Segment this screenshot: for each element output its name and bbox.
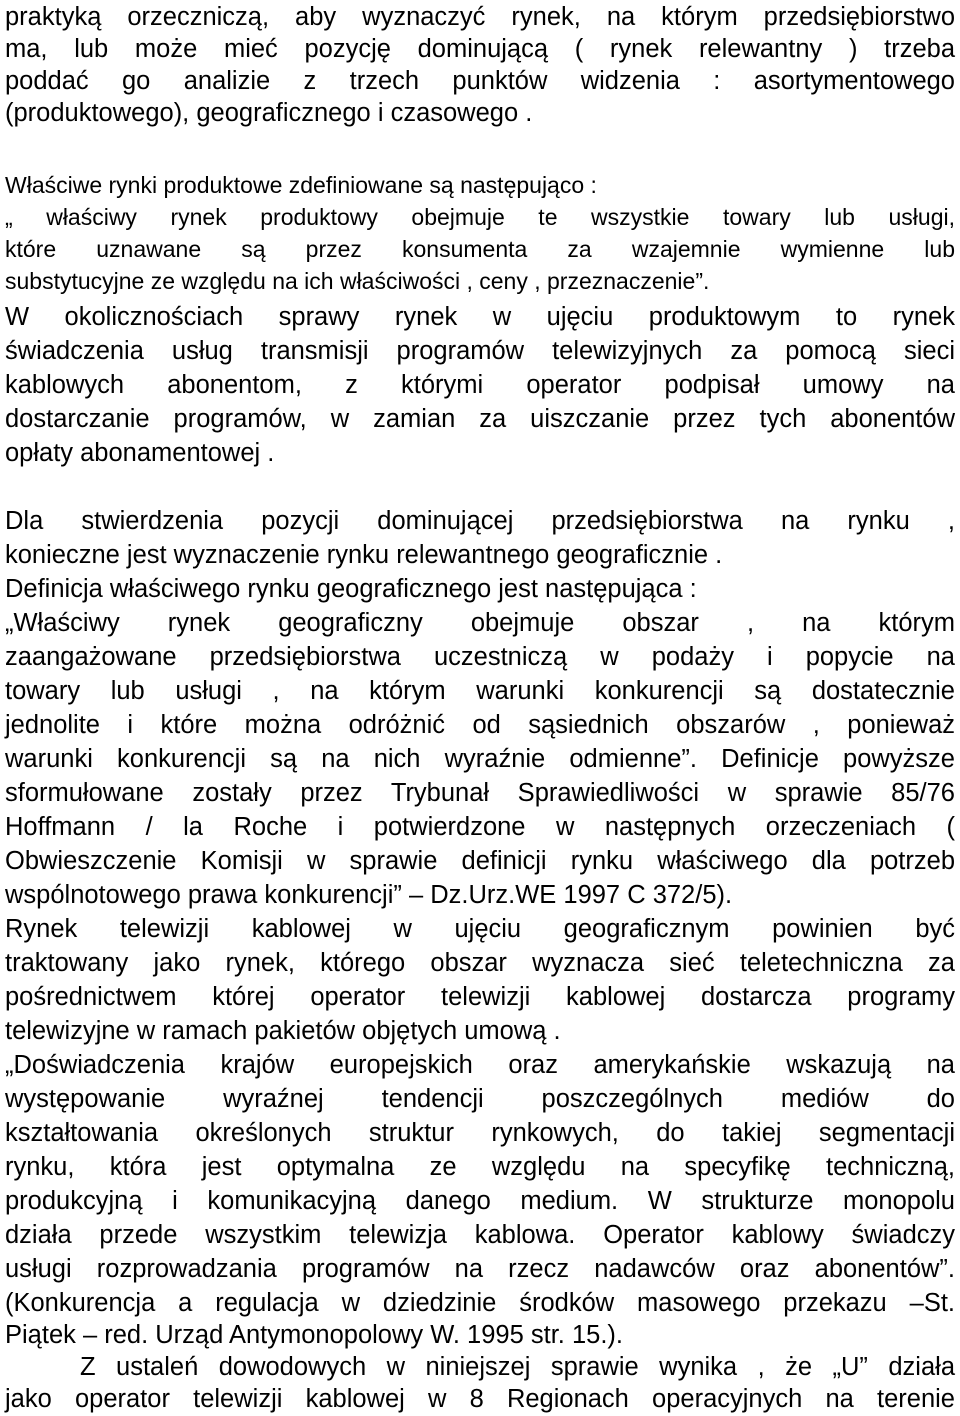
text-line: Z ustaleń dowodowych w niniejszej sprawie wynika , że „U” działa: [80, 1353, 955, 1381]
text-line: konieczne jest wyznaczenie rynku relewantnego geograficznie .: [5, 541, 723, 569]
text-line: Hoffmann / la Roche i potwierdzone w następnych orzeczeniach (: [5, 813, 955, 841]
text-line: „Doświadczenia krajów europejskich oraz amerykańskie wskazują na: [5, 1051, 955, 1079]
text-line: „ właściwy rynek produktowy obejmuje te wszystkie towary lub usługi,: [5, 204, 955, 230]
text-line: jako operator telewizji kablowej w 8 Regionach operacyjnych na terenie: [5, 1385, 955, 1413]
text-line: pośrednictwem której operator telewizji kablowej dostarcza programy: [5, 983, 955, 1011]
text-line: kablowych abonentom, z którymi operator podpisał umowy na: [5, 371, 955, 399]
text-line: (Konkurencja a regulacja w dziedzinie środków masowego przekazu –St.: [5, 1289, 955, 1317]
text-line: usługi rozprowadzania programów na rzecz nadawców oraz abonentów”.: [5, 1255, 955, 1283]
text-line: opłaty abonamentowej .: [5, 439, 275, 467]
text-line: W okolicznościach sprawy rynek w ujęciu produktowym to rynek: [5, 303, 955, 331]
text-line: wspólnotowego prawa konkurencji” – Dz.Urz.WE 1997 C 372/5).: [5, 881, 733, 909]
text-line: występowanie wyraźnej tendencji poszczególnych mediów do: [5, 1085, 955, 1113]
text-line: Dla stwierdzenia pozycji dominującej przedsiębiorstwa na rynku ,: [5, 507, 955, 535]
text-line: „Właściwy rynek geograficzny obejmuje obszar , na którym: [5, 609, 955, 637]
text-line: warunki konkurencji są na nich wyraźnie odmienne”. Definicje powyższe: [5, 745, 955, 773]
text-line: towary lub usługi , na którym warunki konkurencji są dostatecznie: [5, 677, 955, 705]
text-line: jednolite i które można odróżnić od sąsiednich obszarów , ponieważ: [5, 711, 955, 739]
text-line: dostarczanie programów, w zamian za uiszczanie przez tych abonentów: [5, 405, 955, 433]
text-line: produkcyjną i komunikacyjną danego medium. W strukturze monopolu: [5, 1187, 955, 1215]
text-line: substytucyjne ze względu na ich właściwości , ceny , przeznaczenie”.: [5, 268, 710, 294]
text-line: Właściwe rynki produktowe zdefiniowane są następująco :: [5, 172, 597, 198]
text-line: działa przede wszystkim telewizja kablowa. Operator kablowy świadczy: [5, 1221, 955, 1249]
text-line: Piątek – red. Urząd Antymonopolowy W. 1995 str. 15.).: [5, 1321, 623, 1349]
text-line: sformułowane zostały przez Trybunał Sprawiedliwości w sprawie 85/76: [5, 779, 955, 807]
text-line: Definicja właściwego rynku geograficznego jest następująca :: [5, 575, 697, 603]
text-line: rynku, która jest optymalna ze względu na specyfikę techniczną,: [5, 1153, 955, 1181]
text-line: ma, lub może mieć pozycję dominującą ( rynek relewantny ) trzeba: [5, 35, 955, 63]
text-line: (produktowego), geograficznego i czasowego .: [5, 99, 533, 127]
text-line: traktowany jako rynek, którego obszar wyznacza sieć teletechniczna za: [5, 949, 955, 977]
text-line: telewizyjne w ramach pakietów objętych umową .: [5, 1017, 561, 1045]
text-line: kształtowania określonych struktur rynkowych, do takiej segmentacji: [5, 1119, 955, 1147]
text-line: Obwieszczenie Komisji w sprawie definicji rynku właściwego dla potrzeb: [5, 847, 955, 875]
text-line: poddać go analizie z trzech punktów widzenia : asortymentowego: [5, 67, 955, 95]
text-line: zaangażowane przedsiębiorstwa uczestniczą w podaży i popycie na: [5, 643, 955, 671]
text-line: praktyką orzeczniczą, aby wyznaczyć rynek, na którym przedsiębiorstwo: [5, 3, 955, 31]
text-line: Rynek telewizji kablowej w ujęciu geograficznym powinien być: [5, 915, 955, 943]
text-line: świadczenia usług transmisji programów telewizyjnych za pomocą sieci: [5, 337, 955, 365]
text-line: które uznawane są przez konsumenta za wzajemnie wymienne lub: [5, 236, 955, 262]
